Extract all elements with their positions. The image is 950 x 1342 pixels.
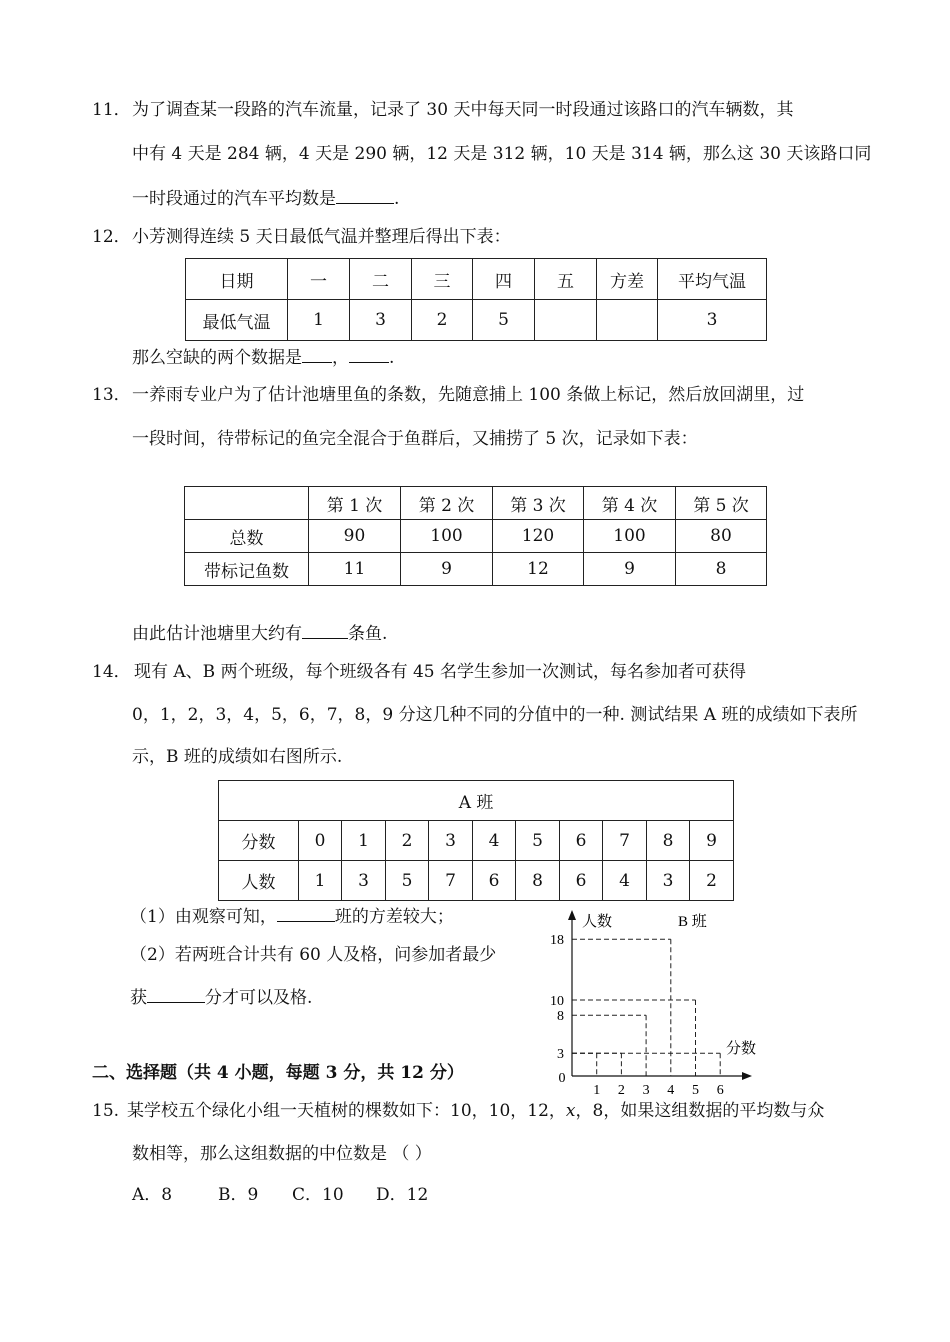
q12-answer-blank-1[interactable]: [302, 344, 332, 363]
q13-cell: 90: [309, 520, 401, 553]
q14-sub1-end: 班的方差较大；: [334, 907, 454, 927]
q14-count-cell: 6: [560, 861, 603, 901]
y-axis-arrow: [568, 910, 576, 920]
class-b-chart: [540, 900, 780, 1100]
q12-after: [132, 344, 394, 370]
q11-line3-end: .: [394, 189, 400, 209]
x-axis-label: 分数: [726, 1041, 757, 1057]
q13-cell: 100: [584, 520, 676, 553]
section2-title: 二、选择题（共 4 小题，每题 3 分，共 12 分）: [92, 1063, 464, 1083]
q12-data-cell: 3: [658, 300, 767, 341]
q13-answer-blank[interactable]: [302, 620, 348, 639]
y-tick-10: 10: [550, 994, 564, 1009]
x-tick-2: 2: [617, 1083, 625, 1098]
q14-count-cell: 3: [342, 861, 386, 901]
q12-data-cell: 3: [350, 300, 412, 341]
q14-sub2-blank[interactable]: [147, 984, 205, 1003]
q15-line1-end: ，8，如果这组数据的平均数与众: [575, 1101, 825, 1121]
q13-cell: 100: [401, 520, 493, 553]
y-tick-labels: [550, 933, 564, 1062]
q12-after-text: 那么空缺的两个数据是: [132, 348, 302, 368]
q11-answer-blank[interactable]: [336, 185, 394, 204]
q12-data-cell: 5: [473, 300, 535, 341]
q14-table-title: A 班: [219, 781, 734, 821]
q11-line3: [132, 185, 399, 211]
q15-line1-start: 某学校五个绿化小组一天植树的棵数如下：10，10，12，: [127, 1101, 566, 1121]
y-tick-18: 18: [550, 933, 564, 949]
q13-cell: 9: [584, 553, 676, 586]
q12-header-cell: 五: [535, 259, 597, 300]
q14-count-cell: 6: [473, 861, 516, 901]
q12-temperature-table: [185, 258, 767, 341]
q14-score-cell: 6: [560, 821, 603, 861]
x-tick-1: 1: [593, 1083, 601, 1098]
q14-count-row: [219, 861, 734, 901]
q14-score-cell: 7: [603, 821, 647, 861]
q12-header-cell: 四: [473, 259, 535, 300]
q12-empty-cell[interactable]: [597, 300, 658, 341]
chart-title: B 班: [678, 914, 707, 930]
q14-sub2-start: 获: [130, 988, 147, 1008]
q14-number: 14．: [92, 662, 131, 682]
q14-score-cell: 5: [516, 821, 560, 861]
q14-line1: 现有 A、B 两个班级，每个班级各有 45 名学生参加一次测试，每名参加者可获得: [134, 662, 747, 682]
q13-cell: 120: [493, 520, 584, 553]
x-axis-arrow: [742, 1072, 752, 1080]
q15-number: 15.: [92, 1101, 120, 1121]
x-tick-5: 5: [692, 1083, 699, 1098]
q13-marked-row: [185, 553, 767, 586]
q11-line3-text: 一时段通过的汽车平均数是: [132, 189, 336, 209]
q14-sub2-line2: [130, 984, 312, 1010]
q13-cell: 总数: [185, 520, 309, 553]
q15-option-a[interactable]: A．8: [132, 1185, 173, 1205]
q12-header-cell: 平均气温: [658, 259, 767, 300]
q14-score-label: 分数: [219, 821, 299, 861]
q14-score-cell: 8: [647, 821, 690, 861]
chart-guides: [572, 939, 720, 1076]
q14-score-cell: 2: [386, 821, 429, 861]
q14-count-cell: 7: [429, 861, 473, 901]
q15-option-b[interactable]: B．9: [218, 1185, 259, 1205]
q11-line2: 中有 4 天是 284 辆，4 天是 290 辆，12 天是 312 辆，10 天是 314 辆，那么这 30 天该路口同: [132, 144, 872, 164]
q14-sub1-blank[interactable]: [277, 903, 335, 922]
q12-after-end: .: [389, 348, 395, 368]
q11-number: 11．: [92, 100, 131, 120]
q12-header-cell: 日期: [186, 259, 288, 300]
q12-number: 12．: [92, 227, 131, 247]
x-tick-4: 4: [667, 1083, 675, 1098]
q13-cell: 带标记鱼数: [185, 553, 309, 586]
q14-score-cell: 3: [429, 821, 473, 861]
q13-cell: 80: [676, 520, 767, 553]
q14-line3: 示，B 班的成绩如右图所示.: [132, 747, 343, 767]
q13-cell: 11: [309, 553, 401, 586]
q14-count-cell: 8: [516, 861, 560, 901]
q12-after-sep: ，: [332, 348, 349, 368]
q12-data-cell: 1: [288, 300, 350, 341]
q13-line2: 一段时间，待带标记的鱼完全混合于鱼群后，又捕捞了 5 次，记录如下表：: [132, 429, 698, 449]
q13-header-cell: 第 2 次: [401, 487, 493, 520]
origin-label: 0: [558, 1071, 566, 1086]
q13-fish-table: [184, 486, 767, 586]
y-tick-3: 3: [557, 1047, 564, 1063]
q14-count-cell: 5: [386, 861, 429, 901]
q14-score-cell: 9: [690, 821, 734, 861]
q14-score-cell: 4: [473, 821, 516, 861]
q12-data-row: [186, 300, 767, 341]
q13-header-cell: 第 5 次: [676, 487, 767, 520]
q14-count-cell: 3: [647, 861, 690, 901]
q14-score-row: [219, 821, 734, 861]
q14-count-cell: 2: [690, 861, 734, 901]
q13-header-cell: [185, 487, 309, 520]
q11-line1: 为了调查某一段路的汽车流量，记录了 30 天中每天同一时段通过该路口的汽车辆数，其: [132, 100, 794, 120]
q14-sub1: [130, 903, 454, 929]
q14-title-row: [219, 781, 734, 821]
q12-data-cell: 2: [412, 300, 473, 341]
q12-header-cell: 二: [350, 259, 412, 300]
q12-empty-cell[interactable]: [535, 300, 597, 341]
x-tick-6: 6: [716, 1083, 724, 1098]
q14-line2: 0，1，2，3，4，5，6，7，8，9 分这几种不同的分值中的一种. 测试结果 A 班的成绩如下表所: [132, 705, 858, 725]
q12-header-cell: 三: [412, 259, 473, 300]
q13-number: 13．: [92, 385, 131, 405]
q13-cell: 9: [401, 553, 493, 586]
q13-cell: 12: [493, 553, 584, 586]
q12-header-row: [186, 259, 767, 300]
q14-count-cell: 1: [299, 861, 342, 901]
q13-header-row: [185, 487, 767, 520]
q12-header-cell: 方差: [597, 259, 658, 300]
q13-total-row: [185, 520, 767, 553]
y-axis-label: 人数: [582, 914, 613, 930]
q15-line2: 数相等，那么这组数据的中位数是 （ ）: [132, 1144, 432, 1164]
q15-variable: x: [565, 1101, 576, 1121]
q14-sub2-end: 分才可以及格.: [205, 988, 313, 1008]
q15-options: [132, 1183, 428, 1207]
q13-header-cell: 第 3 次: [493, 487, 584, 520]
q13-cell: 8: [676, 553, 767, 586]
x-tick-labels: [593, 1083, 724, 1098]
q15-option-d[interactable]: D．12: [376, 1185, 429, 1205]
x-tick-3: 3: [642, 1083, 650, 1098]
q12-text: 小芳测得连续 5 天日最低气温并整理后得出下表：: [132, 227, 511, 247]
q13-line1: 一养雨专业户为了估计池塘里鱼的条数，先随意捕上 100 条做上标记，然后放回湖里，过: [132, 385, 805, 405]
y-tick-8: 8: [557, 1009, 564, 1025]
q13-header-cell: 第 1 次: [309, 487, 401, 520]
q13-after-end: 条鱼.: [348, 624, 388, 644]
q14-score-cell: 0: [299, 821, 342, 861]
q14-score-cell: 1: [342, 821, 386, 861]
q14-sub2-line1: （2）若两班合计共有 60 人及格，问参加者最少: [130, 945, 497, 965]
q14-count-cell: 4: [603, 861, 647, 901]
q13-after-start: 由此估计池塘里大约有: [132, 624, 302, 644]
q12-data-cell: 最低气温: [186, 300, 288, 341]
q15-option-c[interactable]: C．10: [292, 1185, 344, 1205]
q13-after: [132, 620, 387, 646]
q13-header-cell: 第 4 次: [584, 487, 676, 520]
q14-sub1-start: （1）由观察可知，: [130, 907, 277, 927]
q14-class-a-table: [218, 780, 734, 901]
q15-line1: [127, 1099, 824, 1123]
q14-count-label: 人数: [219, 861, 299, 901]
q12-header-cell: 一: [288, 259, 350, 300]
q12-answer-blank-2[interactable]: [349, 344, 389, 363]
